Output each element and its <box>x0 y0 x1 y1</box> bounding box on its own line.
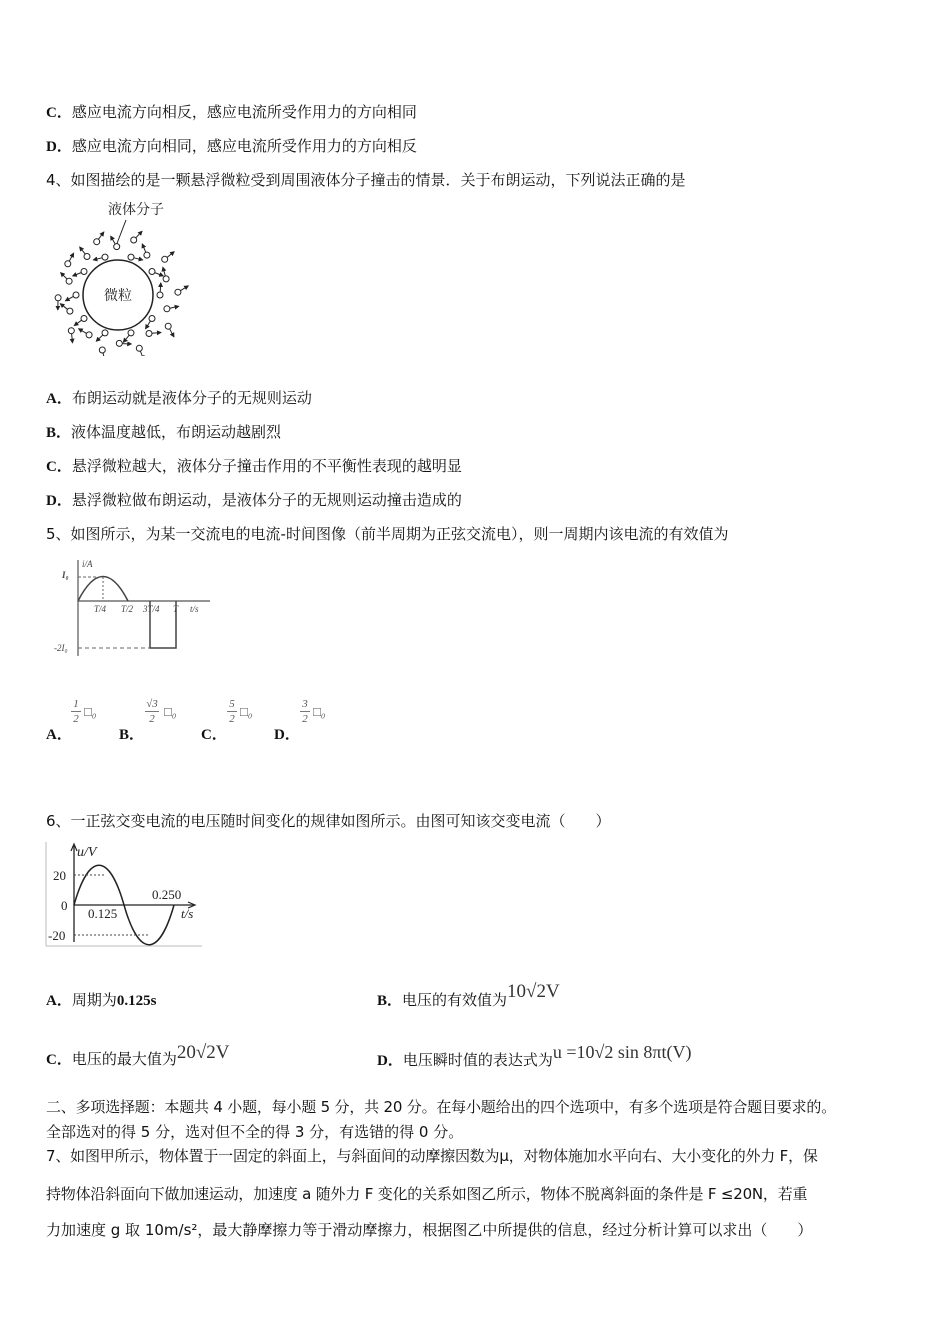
molecule-dot <box>67 308 73 314</box>
option-letter: C． <box>46 459 72 475</box>
molecule-dot <box>163 276 169 282</box>
molecule-dot <box>131 237 137 243</box>
molecule-dot <box>73 292 79 298</box>
tick-t4: T <box>173 604 179 614</box>
molecule-dot <box>149 269 155 275</box>
molecule-arrow <box>111 236 116 244</box>
tick-0125: 0.125 <box>88 906 118 921</box>
x-axis-label: t/s <box>181 906 194 921</box>
molecule-dot <box>66 278 72 284</box>
section2-line2: 全部选对的得 5 分，选对但不全的得 3 分，有选错的得 0 分。 <box>46 1123 464 1141</box>
molecule-dot <box>65 261 71 267</box>
molecule-dot <box>175 289 181 295</box>
q3-option-d <box>46 136 417 157</box>
option-value: 0.125s <box>116 993 157 1009</box>
denominator: 2 <box>149 713 155 725</box>
molecule-dot <box>102 254 108 260</box>
molecule-arrow <box>80 247 86 254</box>
y-max-label: 20 <box>53 868 66 883</box>
molecule-label: 液体分子 <box>108 203 164 218</box>
option-text: 布朗运动就是液体分子的无规则运动 <box>71 389 312 407</box>
option-tail: □₀ <box>84 704 97 719</box>
q6-stem: 6、一正弦交变电流的电压随时间变化的规律如图所示。由图可知该交变电流（ ） <box>46 812 611 830</box>
q5-stem: 5、如图所示，为某一交流电的电流-时间图像（前半周期为正弦交流电），则一周期内该电流的有效值为 <box>46 525 729 543</box>
q6-option-c <box>46 1042 230 1070</box>
option-text: 周期为 <box>71 991 117 1009</box>
x-axis-label: t/s <box>190 604 199 614</box>
y-zero-label: 0 <box>61 898 68 913</box>
option-text: 悬浮微粒越大，液体分子撞击作用的不平衡性表现的越明显 <box>71 457 462 475</box>
numerator: 3 <box>302 698 308 710</box>
molecule-arrow <box>167 252 174 258</box>
option-text: 电压的最大值为 <box>71 1050 177 1068</box>
q4-option-b <box>46 422 281 443</box>
molecule-dot <box>128 330 134 336</box>
option-letter: A． <box>46 993 72 1009</box>
molecule-arrow <box>170 306 179 308</box>
molecule-dot <box>102 330 108 336</box>
q3-option-c <box>46 102 417 123</box>
molecule-dot <box>84 254 90 260</box>
option-text: 电压的有效值为 <box>402 991 508 1009</box>
i0-label: I₀ <box>62 570 69 580</box>
option-tail: □₀ <box>164 704 177 719</box>
molecule-dot <box>99 347 105 353</box>
q7-line2: 持物体沿斜面向下做加速运动，加速度 a 随外力 F 变化的关系如图乙所示，物体不脱离斜面的条件是 F ≤20N，若重 <box>46 1185 808 1203</box>
molecule-dot <box>146 331 152 337</box>
numerator: 1 <box>73 698 79 710</box>
numerator: 5 <box>229 698 235 710</box>
q7-line3: 力加速度 g 取 10m/s²，最大静摩擦力等于滑动摩擦力，根据图乙中所提供的信息，经过分析计算可以求出（ ） <box>46 1221 813 1239</box>
q6-option-a <box>46 990 156 1011</box>
q5-option-b-letter <box>119 724 144 745</box>
molecule-arrow <box>93 258 102 260</box>
molecule-arrow <box>181 286 189 291</box>
molecule-arrow <box>140 351 143 356</box>
numerator: √3 <box>146 698 158 710</box>
option-text: 电压瞬时值的表达式为 <box>402 1051 553 1069</box>
q5-option-a-letter <box>46 724 72 745</box>
molecule-arrow <box>60 304 67 310</box>
molecule-arrow <box>155 273 163 276</box>
tick-t1: T/4 <box>94 604 107 614</box>
molecule-arrow <box>142 244 146 252</box>
q5-option-b-fraction <box>145 698 159 725</box>
option-letter: B． <box>377 993 403 1009</box>
q4-option-c <box>46 456 462 477</box>
section2-line1: 二、多项选择题：本题共 4 小题，每小题 5 分，共 20 分。在每小题给出的四个选项中，有多个选项是符合题目要求的。 <box>46 1098 836 1116</box>
molecule-arrow <box>96 335 103 341</box>
molecule-dot <box>144 252 150 258</box>
molecule-dot <box>116 340 122 346</box>
q6-option-b <box>377 981 560 1011</box>
option-tail: □₀ <box>313 704 326 719</box>
q5-option-c-fraction <box>227 698 237 725</box>
option-math: u =10√2 sin 8πt(V) <box>552 1042 692 1062</box>
molecule-arrow <box>123 335 129 342</box>
molecule-arrow <box>72 334 73 343</box>
molecule-dot <box>81 269 87 275</box>
q4-option-a <box>46 388 312 409</box>
q7-line1: 7、如图甲所示，物体置于一固定的斜面上，与斜面间的动摩擦因数为μ，对物体施加水平向右、大小变化的外力 F，保 <box>46 1147 818 1165</box>
option-math: 10√2V <box>507 981 560 1002</box>
y-min-label: -20 <box>48 928 66 943</box>
molecule-arrow <box>136 231 142 238</box>
q5-option-d-letter <box>274 724 300 745</box>
molecule-dot <box>55 295 61 301</box>
molecule-dot <box>164 306 170 312</box>
q5-option-a-fraction <box>71 698 81 725</box>
voltage-time-graph <box>44 840 204 950</box>
molecule-arrow <box>73 273 81 276</box>
molecule-arrow <box>103 353 105 356</box>
tick-t2: T/2 <box>121 604 134 614</box>
molecule-arrow <box>146 321 151 329</box>
option-text: 液体温度越低，布朗运动越剧烈 <box>71 423 282 441</box>
molecule-arrow <box>66 296 74 300</box>
molecule-arrow <box>170 329 174 337</box>
option-letter: A． <box>46 727 72 743</box>
q4-stem: 4、如图描绘的是一颗悬浮微粒受到周围液体分子撞击的情景．关于布朗运动，下列说法正确的是 <box>46 171 686 189</box>
tick-t3: 3T/4 <box>143 604 160 614</box>
molecule-dot <box>114 244 120 250</box>
q4-option-d <box>46 490 462 511</box>
q6-option-d <box>377 1042 692 1071</box>
molecule-dot <box>149 316 155 322</box>
molecule-dot <box>86 332 92 338</box>
denominator: 2 <box>302 713 308 725</box>
particle-label: 微粒 <box>104 289 132 304</box>
option-letter: D． <box>274 727 300 743</box>
molecule-arrow <box>79 329 87 334</box>
option-text: 感应电流方向相同，感应电流所受作用力的方向相反 <box>71 137 417 155</box>
option-letter: C． <box>201 727 227 743</box>
molecule-arrow <box>160 283 161 292</box>
q5-option-d-fraction <box>300 698 310 725</box>
molecule-dot <box>165 323 171 329</box>
molecule-arrow <box>61 273 67 279</box>
molecule-arrow <box>74 320 81 325</box>
denominator: 2 <box>229 713 235 725</box>
molecule-arrow <box>152 333 161 334</box>
option-letter: D． <box>377 1053 403 1069</box>
option-text: 悬浮微粒做布朗运动，是液体分子的无规则运动撞击造成的 <box>71 491 462 509</box>
neg-label: -2I₀ <box>54 643 68 653</box>
brownian-motion-figure <box>46 196 196 356</box>
option-letter: B． <box>119 727 145 743</box>
option-tail: □₀ <box>240 704 253 719</box>
option-letter: C． <box>46 1052 72 1068</box>
option-letter: A． <box>46 391 72 407</box>
molecule-arrow <box>134 258 143 260</box>
molecule-dot <box>162 256 168 262</box>
option-letter: D． <box>46 493 72 509</box>
molecule-dot <box>81 316 87 322</box>
option-text: 感应电流方向相反，感应电流所受作用力的方向相同 <box>71 103 417 121</box>
option-letter: B． <box>46 425 72 441</box>
denominator: 2 <box>73 713 79 725</box>
option-letter: D． <box>46 139 72 155</box>
q5-option-c-letter <box>201 724 227 745</box>
tick-0250: 0.250 <box>152 887 182 902</box>
option-math: 20√2V <box>176 1042 230 1063</box>
option-letter: C． <box>46 105 72 121</box>
y-axis-label: i/A <box>82 559 93 569</box>
molecule-dot <box>128 254 134 260</box>
molecule-arrow <box>69 253 73 261</box>
molecule-dot <box>68 328 74 334</box>
y-axis-label: u/V <box>77 845 97 860</box>
current-time-graph <box>50 556 215 661</box>
molecule-dot <box>136 345 142 351</box>
molecule-dot <box>157 292 163 298</box>
molecule-arrow <box>98 232 103 239</box>
molecule-arrow <box>163 267 165 276</box>
